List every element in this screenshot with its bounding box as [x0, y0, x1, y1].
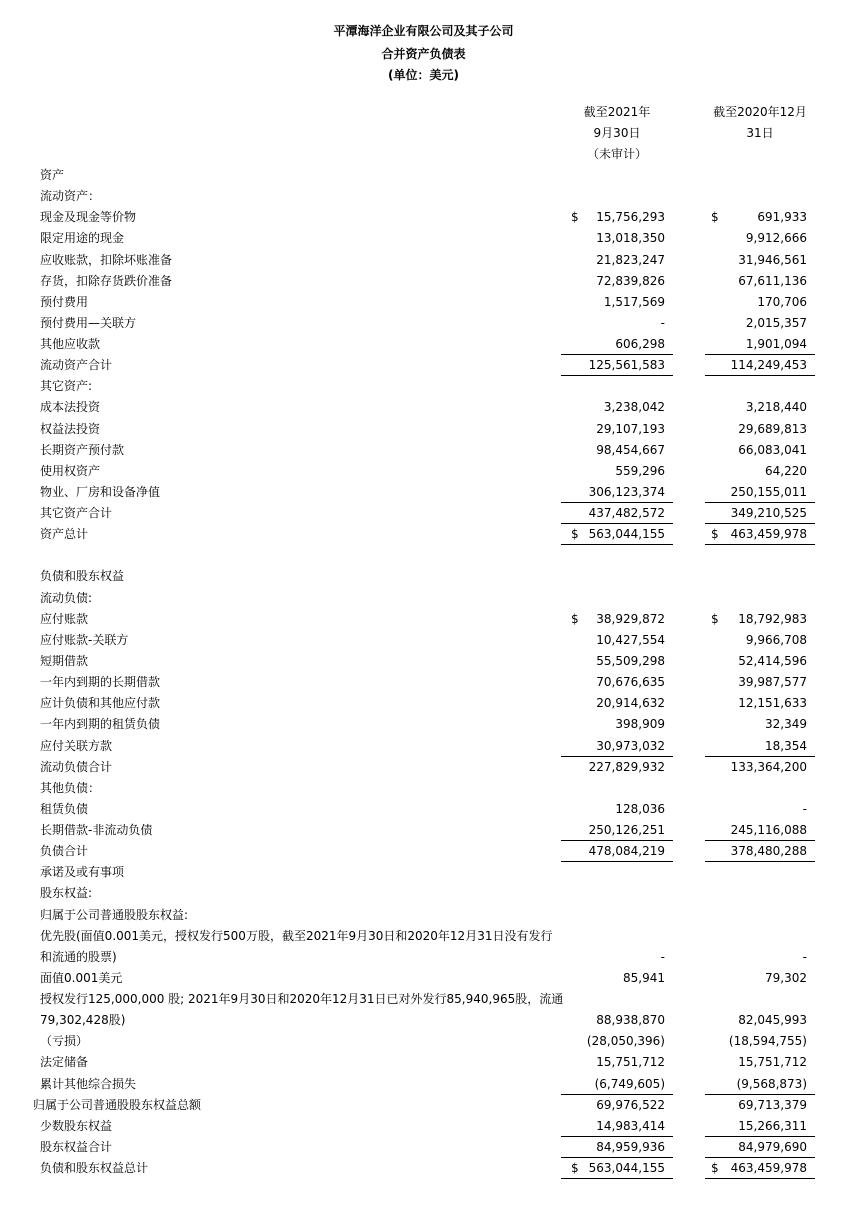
value-2020: 69,713,379: [738, 1097, 807, 1112]
column-header-2020-line1: 截至2020年12月: [713, 105, 807, 119]
table-row: [0, 926, 847, 947]
table-row: [0, 482, 847, 503]
company-name: 平潭海洋企业有限公司及其子公司: [333, 24, 514, 38]
currency-symbol-2020: $: [711, 611, 719, 626]
value-2021: -: [660, 315, 665, 330]
value-2020: 114,249,453: [730, 358, 807, 373]
value-2020: 349,210,525: [730, 506, 807, 521]
row-label: 法定储备: [40, 1055, 89, 1070]
currency-symbol-2021: $: [571, 527, 579, 542]
row-label: 物业、厂房和设备净值: [40, 484, 161, 499]
table-row: [0, 165, 847, 186]
row-label: 预付费用—关联方: [40, 315, 137, 330]
table-row: [0, 334, 847, 355]
statement-title: 合并资产负债表: [381, 47, 466, 61]
table-row: [0, 693, 847, 714]
value-2020: 9,966,708: [745, 632, 807, 647]
row-label: 成本法投资: [40, 400, 101, 415]
value-2021: 38,929,872: [596, 611, 665, 626]
table-row: [0, 1052, 847, 1073]
row-label: 现金及现金等价物: [40, 210, 137, 225]
column-header-2021-line1: 截至2021年: [583, 105, 651, 119]
value-2020: 3,218,440: [745, 400, 807, 415]
value-2020: (9,568,873): [736, 1076, 807, 1091]
row-label: 股东权益:: [40, 886, 93, 901]
row-label: 其他负债：: [40, 780, 101, 795]
row-label: 少数股东权益: [40, 1118, 113, 1133]
value-2021: 478,084,219: [588, 844, 665, 859]
row-label: 面值0.001美元: [40, 970, 123, 985]
value-2021: 128,036: [615, 801, 665, 816]
table-row: [0, 1158, 847, 1179]
table-row: [0, 292, 847, 313]
row-label: 应付账款-关联方: [40, 632, 129, 647]
table-row: [0, 440, 847, 461]
table-row: [0, 778, 847, 799]
table-row: [0, 609, 847, 630]
row-label: 股东权益合计: [40, 1139, 113, 1154]
row-label: 租赁负债: [40, 801, 89, 816]
row-label: 归属于公司普通股股东权益:: [40, 907, 189, 922]
row-label: 流动资产合计: [40, 358, 113, 373]
table-row: [0, 566, 847, 587]
value-2021: 227,829,932: [588, 759, 665, 774]
row-label: 流动资产：: [40, 189, 101, 204]
row-label: 负债和股东权益总计: [40, 1161, 149, 1176]
value-2020: 463,459,978: [730, 1161, 807, 1176]
row-label: 应计负债和其他应付款: [40, 696, 161, 711]
value-2020: 1,901,094: [745, 337, 807, 352]
row-label: 优先股(面值0.001美元，授权发行500万股，截至2021年9月30日和2020年12月31日没有发行: [40, 928, 553, 943]
value-2020: 12,151,633: [738, 696, 807, 711]
row-label: 长期借款-非流动负债: [40, 823, 153, 838]
row-label: 和流通的股票): [40, 949, 117, 964]
table-row: [0, 651, 847, 672]
value-2020: 67,611,136: [738, 273, 807, 288]
value-2020: 691,933: [757, 210, 807, 225]
row-label: 长期资产预付款: [40, 442, 125, 457]
value-2021: 13,018,350: [596, 231, 665, 246]
row-label: 其他应收款: [40, 337, 101, 352]
row-label: 流动负债合计: [40, 759, 113, 774]
table-row: [0, 862, 847, 883]
table-row: [0, 1031, 847, 1052]
value-2021: 125,561,583: [588, 358, 665, 373]
row-label: 应付关联方款: [40, 738, 113, 753]
row-label: 限定用途的现金: [40, 231, 125, 246]
value-2021: 88,938,870: [596, 1013, 665, 1028]
table-row: [0, 989, 847, 1010]
value-2020: 18,792,983: [738, 611, 807, 626]
currency-symbol-2020: $: [711, 1161, 719, 1176]
table-row: [0, 1116, 847, 1137]
value-2021: 559,296: [615, 463, 665, 478]
value-2020: (18,594,755): [728, 1034, 807, 1049]
table-row: [0, 630, 847, 651]
row-label: 负债和股东权益: [40, 569, 125, 584]
table-row: [0, 376, 847, 397]
value-2020: -: [802, 949, 807, 964]
row-label: 累计其他综合损失: [40, 1076, 137, 1091]
value-2021: 437,482,572: [588, 506, 665, 521]
value-2020: 31,946,561: [738, 252, 807, 267]
value-2021: 563,044,155: [588, 1161, 665, 1176]
row-label: 应收账款，扣除坏账准备: [40, 252, 173, 267]
value-2021: 98,454,667: [596, 442, 665, 457]
currency-symbol-2021: $: [571, 210, 579, 225]
currency-symbol-2021: $: [571, 611, 579, 626]
value-2021: 85,941: [623, 970, 665, 985]
value-2021: 306,123,374: [588, 484, 665, 499]
value-2021: 14,983,414: [596, 1118, 665, 1133]
total-underline: [561, 1178, 673, 1179]
value-2020: 66,083,041: [738, 442, 807, 457]
value-2021: 3,238,042: [603, 400, 665, 415]
value-2021: 72,839,826: [596, 273, 665, 288]
table-row: [0, 968, 847, 989]
value-2020: 18,354: [765, 738, 807, 753]
row-label: 流动负债:: [40, 590, 93, 605]
value-2020: 133,364,200: [730, 759, 807, 774]
table-row: [0, 207, 847, 228]
table-row: [0, 503, 847, 524]
value-2021: -: [660, 949, 665, 964]
value-2020: 39,987,577: [738, 675, 807, 690]
value-2020: 2,015,357: [745, 315, 807, 330]
value-2020: 245,116,088: [730, 823, 807, 838]
row-label: 权益法投资: [40, 421, 101, 436]
value-2020: 463,459,978: [730, 527, 807, 542]
row-label: 归属于公司普通股股东权益总额: [33, 1097, 202, 1112]
column-header-2021-line3: （未审计）: [586, 147, 647, 161]
value-2021: 1,517,569: [603, 294, 665, 309]
row-label: 79,302,428股): [40, 1013, 126, 1028]
value-2020: 29,689,813: [738, 421, 807, 436]
value-2021: 84,959,936: [596, 1139, 665, 1154]
table-row: [0, 947, 847, 968]
unit-note: (单位：美元): [388, 68, 459, 82]
value-2020: 79,302: [765, 970, 807, 985]
value-2020: 15,751,712: [738, 1055, 807, 1070]
value-2020: 82,045,993: [738, 1013, 807, 1028]
value-2020: 9,912,666: [745, 231, 807, 246]
row-label: 应付账款: [40, 611, 89, 626]
value-2021: 10,427,554: [596, 632, 665, 647]
row-label: 预付费用: [40, 294, 89, 309]
value-2021: 30,973,032: [596, 738, 665, 753]
table-row: [0, 524, 847, 545]
table-row: [0, 883, 847, 904]
table-row: [0, 1095, 847, 1116]
table-row: [0, 355, 847, 376]
table-row: [0, 545, 847, 566]
value-2021: 15,751,712: [596, 1055, 665, 1070]
value-2021: 20,914,632: [596, 696, 665, 711]
table-row: [0, 1137, 847, 1158]
table-row: [0, 186, 847, 207]
currency-symbol-2021: $: [571, 1161, 579, 1176]
table-row: [0, 757, 847, 778]
row-label: 一年内到期的长期借款: [40, 675, 161, 690]
row-label: 其它资产:: [40, 379, 93, 394]
table-row: [0, 228, 847, 249]
row-label: （亏损）: [40, 1034, 89, 1049]
value-2021: 15,756,293: [596, 210, 665, 225]
row-label: 其它资产合计: [40, 506, 113, 521]
value-2021: (6,749,605): [594, 1076, 665, 1091]
table-row: [0, 397, 847, 418]
table-row: [0, 313, 847, 334]
column-header-2021: [560, 102, 674, 165]
row-label: 负债合计: [40, 844, 89, 859]
table-row: [0, 419, 847, 440]
row-label: 使用权资产: [40, 463, 101, 478]
column-header-2020: [700, 102, 820, 144]
table-row: [0, 841, 847, 862]
row-label: 资产: [40, 168, 65, 182]
value-2020: 32,349: [765, 717, 807, 732]
value-2021: 606,298: [615, 337, 665, 352]
value-2020: 84,979,690: [738, 1139, 807, 1154]
value-2021: 55,509,298: [596, 653, 665, 668]
value-2021: 21,823,247: [596, 252, 665, 267]
table-row: [0, 588, 847, 609]
row-label: 承诺及或有事项: [40, 865, 125, 880]
value-2020: 64,220: [765, 463, 807, 478]
value-2021: 29,107,193: [596, 421, 665, 436]
value-2020: 250,155,011: [730, 484, 807, 499]
row-label: 存货，扣除存货跌价准备: [40, 273, 173, 288]
table-row: [0, 250, 847, 271]
value-2020: 52,414,596: [738, 653, 807, 668]
table-row: [0, 799, 847, 820]
row-label: 短期借款: [40, 653, 89, 668]
table-row: [0, 672, 847, 693]
total-underline: [705, 1178, 815, 1179]
currency-symbol-2020: $: [711, 527, 719, 542]
table-row: [0, 461, 847, 482]
value-2021: (28,050,396): [586, 1034, 665, 1049]
row-label: 授权发行125,000,000 股; 2021年9月30日和2020年12月31日已对外发行85,940,965股，流通: [40, 992, 564, 1007]
value-2021: 563,044,155: [588, 527, 665, 542]
table-row: [0, 905, 847, 926]
value-2021: 250,126,251: [588, 823, 665, 838]
value-2020: 170,706: [757, 294, 807, 309]
table-row: [0, 1074, 847, 1095]
table-row: [0, 271, 847, 292]
value-2020: -: [802, 801, 807, 816]
column-header-2021-line2: 9月30日: [593, 126, 641, 140]
row-label: 资产总计: [40, 527, 89, 542]
column-header-2020-line2: 31日: [746, 126, 774, 140]
table-row: [0, 820, 847, 841]
value-2020: 15,266,311: [738, 1118, 807, 1133]
currency-symbol-2020: $: [711, 210, 719, 225]
value-2020: 378,480,288: [730, 844, 807, 859]
value-2021: 398,909: [615, 717, 665, 732]
table-row: [0, 1010, 847, 1031]
value-2021: 69,976,522: [596, 1097, 665, 1112]
row-label: 一年内到期的租赁负债: [40, 717, 161, 732]
table-row: [0, 714, 847, 735]
value-2021: 70,676,635: [596, 675, 665, 690]
table-row: [0, 736, 847, 757]
